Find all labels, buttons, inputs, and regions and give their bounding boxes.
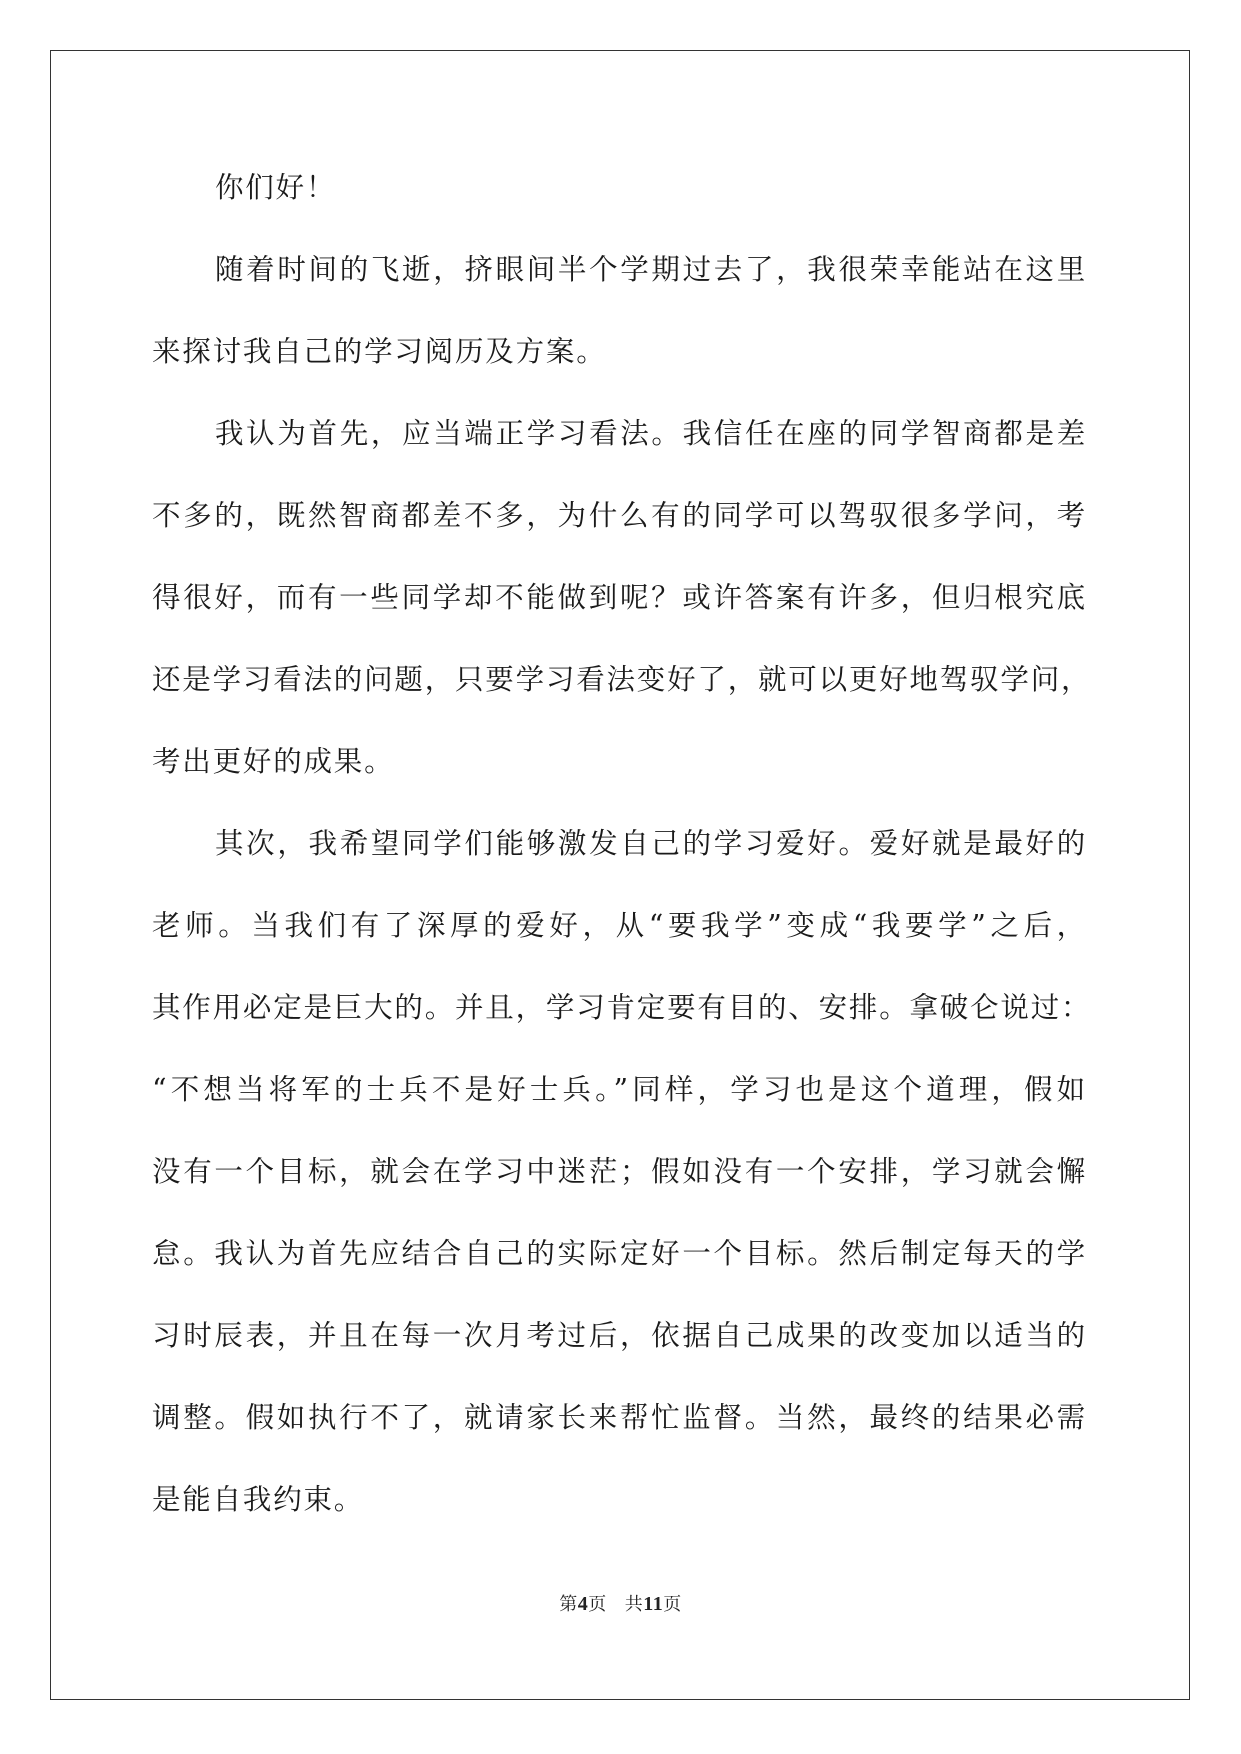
text-line: 随着时间的飞逝，挤眼间半个学期过去了，我很荣幸能站在这里 (215, 253, 1087, 286)
page-footer (0, 1590, 1241, 1616)
text-line: 习时辰表，并且在每一次月考过后，依据自己成果的改变加以适当的 (152, 1319, 1087, 1352)
text-line: 得很好，而有一些同学却不能做到呢？或许答案有许多，但归根究底 (152, 581, 1087, 614)
total-label-suffix: 页 (663, 1594, 682, 1615)
text-line: 考出更好的成果。 (152, 745, 395, 778)
text-line: 我认为首先，应当端正学习看法。我信任在座的同学智商都是差 (215, 417, 1087, 450)
page-label-prefix: 第 (559, 1594, 578, 1615)
total-label-prefix: 共 (624, 1594, 644, 1615)
text-line: 怠。我认为首先应结合自己的实际定好一个目标。然后制定每天的学 (152, 1237, 1087, 1270)
text-line: 调整。假如执行不了，就请家长来帮忙监督。当然，最终的结果必需 (152, 1401, 1087, 1434)
document-body (152, 166, 1092, 1560)
text-line: “不想当将军的士兵不是好士兵。”同样，学习也是这个道理，假如 (152, 1073, 1087, 1106)
text-line: 其次，我希望同学们能够激发自己的学习爱好。爱好就是最好的 (215, 827, 1087, 860)
text-line: 是能自我约束。 (152, 1483, 365, 1516)
text-line: 来探讨我自己的学习阅历及方案。 (152, 335, 607, 368)
text-line: 不多的，既然智商都差不多，为什么有的同学可以驾驭很多学问，考 (152, 499, 1087, 532)
page-label-suffix: 页 (588, 1594, 607, 1615)
text-line: 你们好！ (215, 171, 337, 204)
page-total: 11 (643, 1593, 664, 1615)
text-line: 老师。当我们有了深厚的爱好，从“要我学”变成“我要学”之后， (152, 909, 1087, 942)
text-line: 还是学习看法的问题，只要学习看法变好了，就可以更好地驾驭学问， (152, 663, 1092, 696)
text-line: 没有一个目标，就会在学习中迷茫；假如没有一个安排，学习就会懈 (152, 1155, 1087, 1188)
text-line: 其作用必定是巨大的。并且，学习肯定要有目的、安排。拿破仑说过： (152, 991, 1092, 1024)
page-current: 4 (577, 1593, 589, 1615)
